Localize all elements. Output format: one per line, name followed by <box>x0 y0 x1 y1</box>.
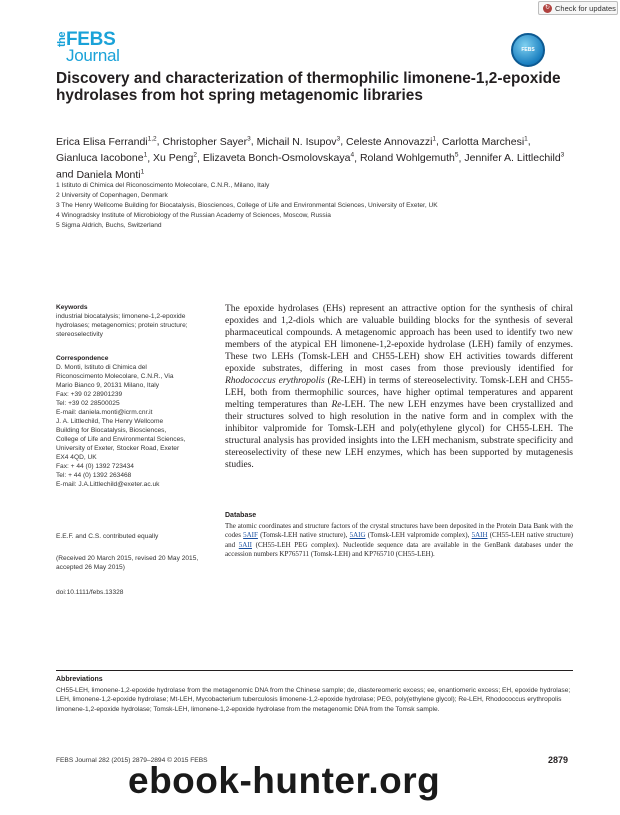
author: Jennifer A. Littlechild$^3$ <box>464 151 565 164</box>
correspondence-line: Tel: +39 02 28500025 <box>56 400 120 407</box>
abstract: The epoxide hydrolases (EHs) represent an attractive option for the synthesis of chiral epoxides and 1,2-diols which are valuable building blocks for the synthesis of several pharmaceutical compounds. A metagenomic approach has been used to identify two new members of the atypical EH limonene-1,2-epoxide hydrolase (LEH) family of enzymes. These two LEHs (Tomsk-LEH and CH55-LEH) show EH activities towards different epoxide substrates, differing in most cases from those previously identified for Rhodococcus erythropolis (Re-LEH) in terms of stereoselectivity. Tomsk-LEH and CH55-LEH, both from thermophilic sources, have higher optimal temperatures and apparent melting temperatures than Re-LEH. The new LEH enzymes have been crystallized and their structures solved to high resolution in the native form and in complex with the inhibitor valpromide for Tomsk-LEH and poly(ethylene glycol) for CH55-LEH. The structural analysis has provided insights into the LEH mechanism, substrate specificity and stereoselectivity of these new LEH enzymes, which has been supported by mutagenesis studies. <box>225 304 573 470</box>
correspondence-line: College of Life and Environmental Sciences, <box>56 436 186 443</box>
correspondence-line: Riconoscimento Molecolare, C.N.R., Via <box>56 373 174 380</box>
badge-label: Check for updates <box>555 4 616 13</box>
correspondence-section <box>56 354 214 489</box>
received-dates: (Received 20 March 2015, revised 20 May 2015, accepted 26 May 2015) <box>56 555 199 571</box>
author-affiliation-marker: 4 <box>350 151 355 159</box>
organism-name: Rhodococcus erythropolis <box>225 376 325 386</box>
author: Michail N. Isupov$^3$ <box>256 135 341 148</box>
author-affiliation-marker: 1,2 <box>147 135 157 142</box>
author-affiliation-marker: 3 <box>247 135 251 142</box>
contribution-note: E.E.F. and C.S. contributed equally <box>56 533 159 540</box>
author: Celeste Annovazzi$^1$ <box>346 135 437 148</box>
affiliation: 5 Sigma Aldrich, Buchs, Switzerland <box>56 222 162 229</box>
affiliation: 2 University of Copenhagen, Denmark <box>56 192 168 199</box>
author: Christopher Sayer$^3$ <box>162 135 251 148</box>
correspondence-line: D. Monti, Istituto di Chimica del <box>56 364 147 371</box>
journal-logo-subtitle: Journal <box>66 46 120 65</box>
author-affiliation-marker: 2 <box>193 151 197 159</box>
doi[interactable]: doi:10.1111/febs.13328 <box>56 589 124 596</box>
correspondence-line: E-mail: J.A.Littlechild@exeter.ac.uk <box>56 481 160 488</box>
correspondence-line: Fax: +39 02 28901239 <box>56 391 123 398</box>
author: Erica Elisa Ferrandi$^{1,2}$ <box>56 135 157 148</box>
footer-citation: FEBS Journal 282 (2015) 2879–2894 © 2015 FEBS <box>56 757 208 764</box>
author-affiliation-marker: 1 <box>140 168 145 175</box>
correspondence-line: Tel: + 44 (0) 1392 263468 <box>56 472 132 479</box>
correspondence-line: EX4 4QD, UK <box>56 454 97 461</box>
febs-emblem-icon: FEBS <box>511 33 545 67</box>
watermark: ebook-hunter.org <box>128 760 441 801</box>
correspondence-line: E-mail: daniela.monti@icrm.cnr.it <box>56 409 153 416</box>
article-title: Discovery and characterization of thermophilic limonene-1,2-epoxide hydrolases from hot spring metagenomic libraries <box>56 70 561 104</box>
keywords-section <box>56 303 214 339</box>
abbreviations-text: CH55-LEH, limonene-1,2-epoxide hydrolase from the metagenomic DNA from the Chinese sample; de, diastereomeric excess; ee, enantiomeric excess; EH, epoxide hydrolase; LEH, limonene-1,2-epoxide hydrolase; Mt-LEH, Mycobacterium tuberculosis limonene-1,2-epoxide hydrolase; PEG, poly(ethylene glycol); Re-LEH, Rhodococcus erythropolis limonene-1,2-epoxide hydrolase; Tomsk-LEH, limonene-1,2-epoxide hydrolase from the metagenomic DNA from the Tomsk sample. <box>56 687 571 713</box>
pdb-link-5aig[interactable]: 5AIG <box>349 531 366 540</box>
author: Roland Wohlgemuth$^5$ <box>359 151 459 164</box>
divider <box>56 670 573 671</box>
author-list: Erica Elisa Ferrandi$^{1,2}$, Christopher Sayer$^3$, Michail N. Isupov$^3$, Celeste Annovazzi$^1$, Carlotta Marchesi$^1$, Gianluca Iacobone$^1$, Xu Peng$^2$, Elizaveta Bonch-Osmolovskaya$^4$, Roland Wohlgemuth$^5$, Jennifer A. Littlechild$^3$ and Daniela Monti$^1$ <box>56 135 565 181</box>
affiliation: 4 Winogradsky Institute of Microbiology of the Russian Academy of Sciences, Moscow, Russia <box>56 212 331 219</box>
pdb-link-5aii[interactable]: 5AII <box>238 540 252 549</box>
author: Gianluca Iacobone$^1$ <box>56 151 148 164</box>
correspondence-heading: Correspondence <box>56 355 109 362</box>
abbreviations-heading: Abbreviations <box>56 676 103 683</box>
author-affiliation-marker: 1 <box>143 151 148 159</box>
author: Carlotta Marchesi$^1$ <box>441 135 528 148</box>
author: Elizaveta Bonch-Osmolovskaya$^4$ <box>202 151 355 164</box>
author: Daniela Monti$^1$ <box>76 168 145 181</box>
pdb-link-5aih[interactable]: 5AIH <box>471 531 488 540</box>
keywords-text: industrial biocatalysis; limonene-1,2-epoxide hydrolases; metagenomics; protein structure; stereoselectivity <box>56 313 188 338</box>
author-affiliation-marker: 1 <box>524 135 528 142</box>
keywords-heading: Keywords <box>56 304 88 311</box>
correspondence-line: Building for Biocatalysis, Biosciences, <box>56 427 167 434</box>
update-icon: ↻ <box>544 5 551 11</box>
page-number: 2879 <box>548 755 569 765</box>
correspondence-line: Fax: + 44 (0) 1392 723434 <box>56 463 134 470</box>
author-affiliation-marker: 3 <box>560 151 565 159</box>
author: Xu Peng$^2$ <box>153 151 197 164</box>
author-affiliation-marker: 1 <box>432 135 437 142</box>
check-for-updates-badge[interactable] <box>538 1 618 15</box>
journal-logo: FEBS <box>66 29 116 50</box>
affiliation: 3 The Henry Wellcome Building for Biocatalysis, Biosciences, College of Life and Environmental Sciences, University of Exeter, UK <box>56 202 438 209</box>
author-affiliation-marker: 3 <box>336 135 341 142</box>
affiliation: 1 Istituto di Chimica del Riconoscimento Molecolare, C.N.R., Milano, Italy <box>56 182 270 189</box>
database-text: The atomic coordinates and structure factors of the crystal structures have been deposited in the Protein Data Bank with the codes 5AIF (Tomsk-LEH native structure), 5AIG (Tomsk-LEH valpromide complex), 5AIH (CH55-LEH native structure) and 5AII (CH55-LEH PEG complex). Nucleotide sequence data are available in the GenBank databases under the accession numbers KP765711 (Tomsk-LEH) and KP765710 (CH55-LEH). <box>225 522 574 558</box>
database-heading: Database <box>225 512 257 519</box>
author-affiliation-marker: 5 <box>454 151 459 159</box>
logo-prefix: the <box>56 32 68 47</box>
correspondence-line: Mario Bianco 9, 20131 Milano, Italy <box>56 382 159 389</box>
correspondence-line: J. A. Littlechild, The Henry Wellcome <box>56 418 164 425</box>
pdb-link-5aif[interactable]: 5AIF <box>243 531 258 540</box>
correspondence-line: University of Exeter, Stocker Road, Exeter <box>56 445 180 452</box>
